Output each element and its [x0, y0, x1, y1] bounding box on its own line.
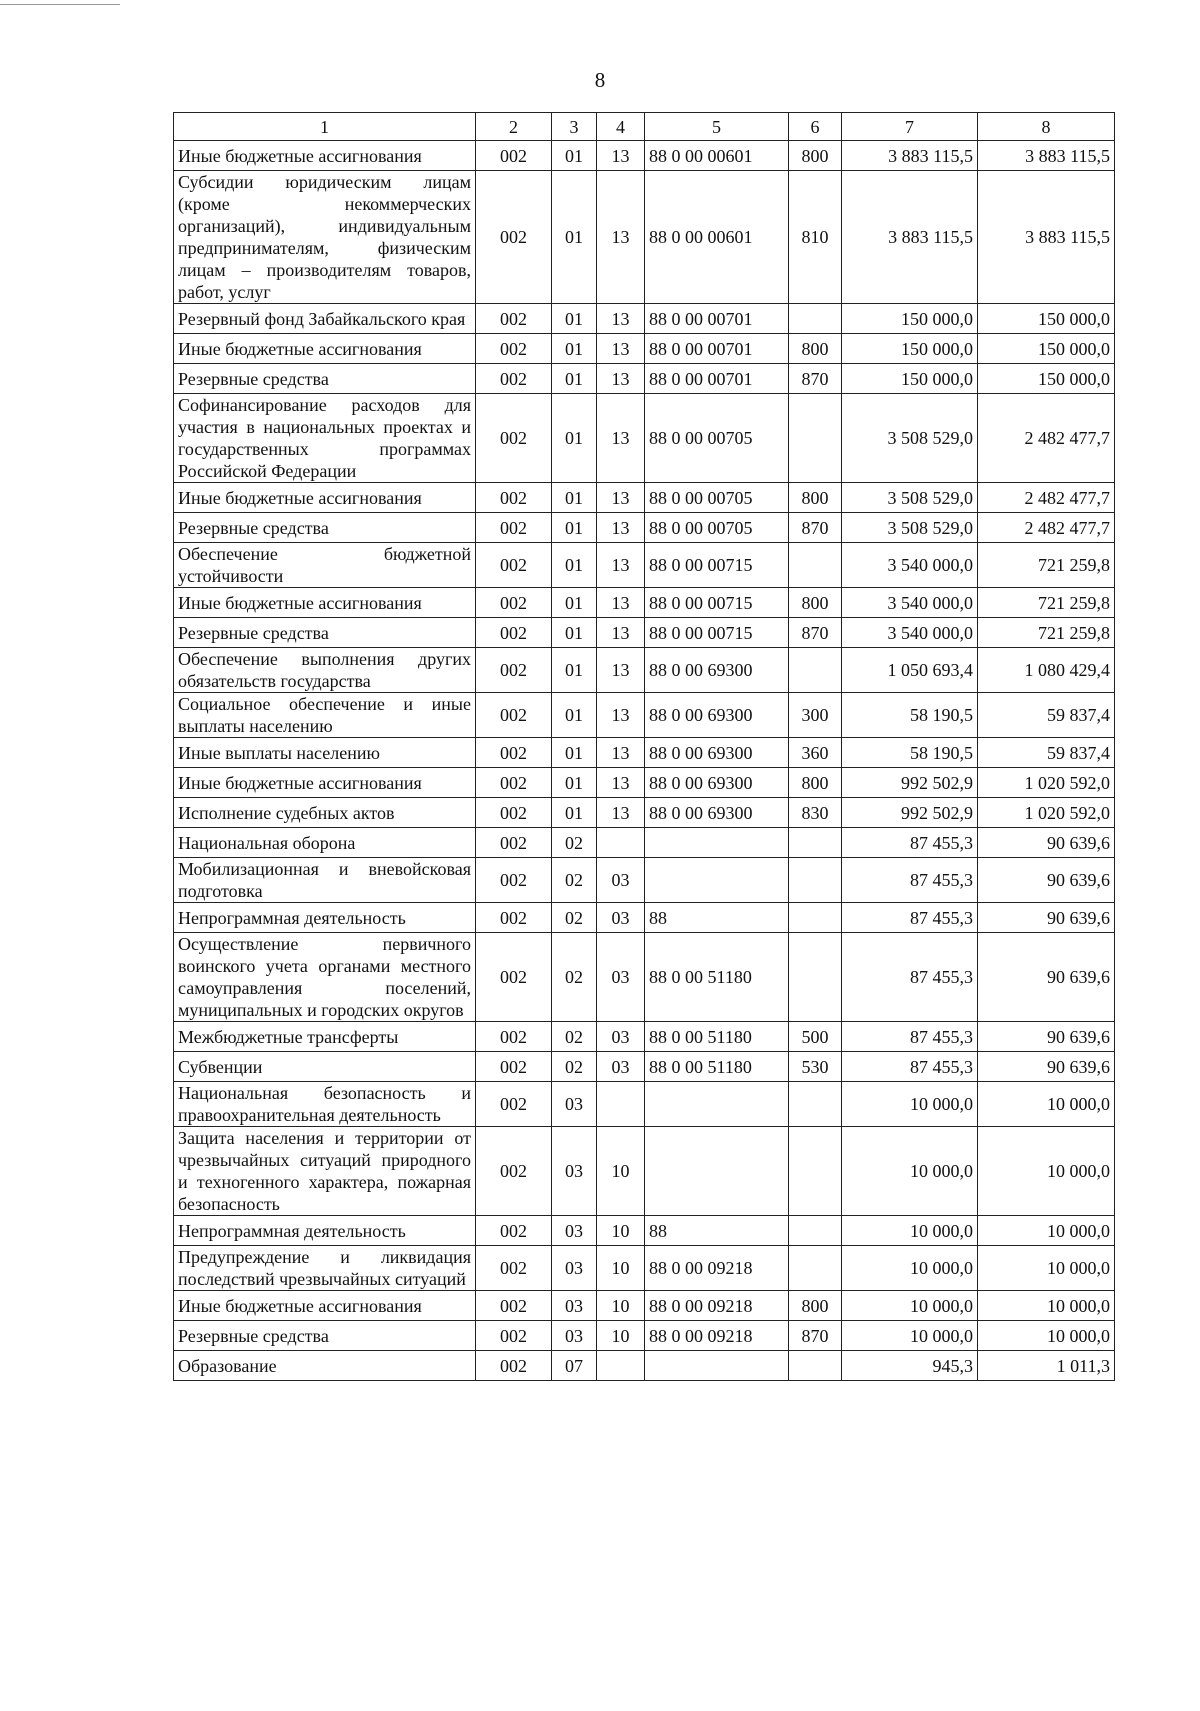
- expense-type-code: 800: [789, 588, 842, 618]
- section-code: 01: [552, 543, 597, 588]
- column-header-3: 3: [552, 113, 597, 141]
- section-code: 01: [552, 648, 597, 693]
- section-code: 01: [552, 364, 597, 394]
- amount-year-2: 90 639,6: [978, 858, 1115, 903]
- table-row: [174, 588, 1115, 618]
- ministry-code: 002: [476, 693, 552, 738]
- row-name: Непрограммная деятельность: [174, 903, 476, 933]
- subsection-code: 13: [597, 171, 645, 304]
- section-code: 03: [552, 1246, 597, 1291]
- expense-type-code: [789, 648, 842, 693]
- row-name: Иные бюджетные ассигнования: [174, 588, 476, 618]
- subsection-code: 03: [597, 933, 645, 1022]
- row-name: Резервные средства: [174, 364, 476, 394]
- amount-year-2: 721 259,8: [978, 618, 1115, 648]
- table-row: [174, 798, 1115, 828]
- row-name: Иные бюджетные ассигнования: [174, 334, 476, 364]
- amount-year-1: 58 190,5: [842, 738, 978, 768]
- target-article-code: 88 0 00 00701: [645, 364, 789, 394]
- page-number: 8: [594, 68, 606, 92]
- section-code: 02: [552, 828, 597, 858]
- subsection-code: 13: [597, 693, 645, 738]
- table-row: [174, 1022, 1115, 1052]
- table-row: [174, 1216, 1115, 1246]
- ministry-code: 002: [476, 828, 552, 858]
- expense-type-code: [789, 1082, 842, 1127]
- section-code: 01: [552, 798, 597, 828]
- amount-year-2: 59 837,4: [978, 738, 1115, 768]
- table-body: [174, 141, 1115, 1381]
- table-row: [174, 304, 1115, 334]
- section-code: 01: [552, 334, 597, 364]
- target-article-code: 88 0 00 00715: [645, 618, 789, 648]
- subsection-code: [597, 1082, 645, 1127]
- section-code: 02: [552, 1022, 597, 1052]
- column-header-1: 1: [174, 113, 476, 141]
- row-name: Национальная безопасность и правоохранительная деятельность: [174, 1082, 476, 1127]
- ministry-code: 002: [476, 543, 552, 588]
- amount-year-2: 150 000,0: [978, 304, 1115, 334]
- expense-type-code: [789, 1216, 842, 1246]
- ministry-code: 002: [476, 858, 552, 903]
- section-code: 02: [552, 933, 597, 1022]
- subsection-code: 03: [597, 1052, 645, 1082]
- amount-year-2: 2 482 477,7: [978, 513, 1115, 543]
- target-article-code: 88 0 00 00601: [645, 141, 789, 171]
- expense-type-code: [789, 858, 842, 903]
- amount-year-1: 10 000,0: [842, 1291, 978, 1321]
- table-row: [174, 933, 1115, 1022]
- subsection-code: 13: [597, 483, 645, 513]
- ministry-code: 002: [476, 141, 552, 171]
- row-name: Непрограммная деятельность: [174, 1216, 476, 1246]
- target-article-code: 88 0 00 09218: [645, 1291, 789, 1321]
- expense-type-code: 360: [789, 738, 842, 768]
- target-article-code: 88 0 00 09218: [645, 1246, 789, 1291]
- expense-type-code: [789, 304, 842, 334]
- table-row: [174, 648, 1115, 693]
- amount-year-1: 1 050 693,4: [842, 648, 978, 693]
- expense-type-code: [789, 933, 842, 1022]
- expense-type-code: 830: [789, 798, 842, 828]
- row-name: Межбюджетные трансферты: [174, 1022, 476, 1052]
- ministry-code: 002: [476, 304, 552, 334]
- amount-year-1: 150 000,0: [842, 364, 978, 394]
- subsection-code: 13: [597, 513, 645, 543]
- table-row: [174, 1082, 1115, 1127]
- section-code: 01: [552, 483, 597, 513]
- row-name: Мобилизационная и вневойсковая подготовка: [174, 858, 476, 903]
- subsection-code: 10: [597, 1127, 645, 1216]
- ministry-code: 002: [476, 1082, 552, 1127]
- expense-type-code: [789, 903, 842, 933]
- target-article-code: 88 0 00 51180: [645, 933, 789, 1022]
- subsection-code: 03: [597, 903, 645, 933]
- amount-year-1: 10 000,0: [842, 1246, 978, 1291]
- amount-year-2: 10 000,0: [978, 1246, 1115, 1291]
- ministry-code: 002: [476, 1127, 552, 1216]
- target-article-code: 88 0 00 51180: [645, 1052, 789, 1082]
- amount-year-1: 10 000,0: [842, 1216, 978, 1246]
- column-header-4: 4: [597, 113, 645, 141]
- table-row: [174, 513, 1115, 543]
- amount-year-1: 3 540 000,0: [842, 543, 978, 588]
- subsection-code: 03: [597, 1022, 645, 1052]
- target-article-code: [645, 828, 789, 858]
- amount-year-1: 945,3: [842, 1351, 978, 1381]
- amount-year-2: 10 000,0: [978, 1321, 1115, 1351]
- row-name: Обеспечение выполнения других обязательств государства: [174, 648, 476, 693]
- ministry-code: 002: [476, 171, 552, 304]
- expense-type-code: 800: [789, 334, 842, 364]
- ministry-code: 002: [476, 1321, 552, 1351]
- expense-type-code: 500: [789, 1022, 842, 1052]
- target-article-code: 88 0 00 69300: [645, 738, 789, 768]
- row-name: Резервные средства: [174, 1321, 476, 1351]
- section-code: 03: [552, 1291, 597, 1321]
- table-row: [174, 903, 1115, 933]
- target-article-code: [645, 1082, 789, 1127]
- row-name: Обеспечение бюджетной устойчивости: [174, 543, 476, 588]
- section-code: 02: [552, 858, 597, 903]
- amount-year-2: 10 000,0: [978, 1127, 1115, 1216]
- ministry-code: 002: [476, 618, 552, 648]
- row-name: Исполнение судебных актов: [174, 798, 476, 828]
- amount-year-1: 3 540 000,0: [842, 588, 978, 618]
- row-name: Иные бюджетные ассигнования: [174, 141, 476, 171]
- amount-year-2: 150 000,0: [978, 334, 1115, 364]
- table-row: [174, 828, 1115, 858]
- ministry-code: 002: [476, 1052, 552, 1082]
- section-code: 02: [552, 1052, 597, 1082]
- table-row: [174, 693, 1115, 738]
- table-row: [174, 768, 1115, 798]
- expense-type-code: 300: [789, 693, 842, 738]
- row-name: Защита населения и территории от чрезвычайных ситуаций природного и техногенного характера, пожарная безопасность: [174, 1127, 476, 1216]
- target-article-code: 88 0 00 00705: [645, 483, 789, 513]
- subsection-code: 13: [597, 798, 645, 828]
- ministry-code: 002: [476, 483, 552, 513]
- ministry-code: 002: [476, 798, 552, 828]
- expense-type-code: 800: [789, 1291, 842, 1321]
- target-article-code: [645, 1127, 789, 1216]
- section-code: 01: [552, 141, 597, 171]
- ministry-code: 002: [476, 1351, 552, 1381]
- amount-year-1: 3 883 115,5: [842, 141, 978, 171]
- row-name: Осуществление первичного воинского учета органами местного самоуправления поселений, муниципальных и городских округов: [174, 933, 476, 1022]
- target-article-code: 88: [645, 1216, 789, 1246]
- target-article-code: 88 0 00 00705: [645, 513, 789, 543]
- scan-edge-line: [0, 4, 120, 5]
- table-row: [174, 394, 1115, 483]
- expense-type-code: 800: [789, 768, 842, 798]
- row-name: Субсидии юридическим лицам (кроме некоммерческих организаций), индивидуальным предпринимателям, физическим лицам – производителям товаров, работ, услуг: [174, 171, 476, 304]
- row-name: Иные бюджетные ассигнования: [174, 768, 476, 798]
- ministry-code: 002: [476, 364, 552, 394]
- ministry-code: 002: [476, 768, 552, 798]
- ministry-code: 002: [476, 513, 552, 543]
- amount-year-2: 90 639,6: [978, 1022, 1115, 1052]
- row-name: Резервные средства: [174, 618, 476, 648]
- amount-year-1: 150 000,0: [842, 304, 978, 334]
- amount-year-2: 90 639,6: [978, 828, 1115, 858]
- expense-type-code: 800: [789, 141, 842, 171]
- amount-year-1: 87 455,3: [842, 903, 978, 933]
- amount-year-1: 87 455,3: [842, 858, 978, 903]
- expense-type-code: 530: [789, 1052, 842, 1082]
- ministry-code: 002: [476, 933, 552, 1022]
- section-code: 01: [552, 304, 597, 334]
- amount-year-1: 3 508 529,0: [842, 483, 978, 513]
- expense-type-code: 870: [789, 618, 842, 648]
- expense-type-code: 870: [789, 513, 842, 543]
- ministry-code: 002: [476, 334, 552, 364]
- table-row: [174, 858, 1115, 903]
- amount-year-1: 87 455,3: [842, 828, 978, 858]
- amount-year-1: 87 455,3: [842, 1022, 978, 1052]
- row-name: Иные выплаты населению: [174, 738, 476, 768]
- subsection-code: 10: [597, 1246, 645, 1291]
- subsection-code: [597, 828, 645, 858]
- subsection-code: 13: [597, 738, 645, 768]
- target-article-code: 88 0 00 69300: [645, 648, 789, 693]
- section-code: 01: [552, 738, 597, 768]
- row-name: Иные бюджетные ассигнования: [174, 483, 476, 513]
- section-code: 03: [552, 1082, 597, 1127]
- target-article-code: 88 0 00 00701: [645, 304, 789, 334]
- expense-type-code: 810: [789, 171, 842, 304]
- amount-year-2: 90 639,6: [978, 1052, 1115, 1082]
- row-name: Субвенции: [174, 1052, 476, 1082]
- section-code: 01: [552, 394, 597, 483]
- section-code: 01: [552, 513, 597, 543]
- column-header-6: 6: [789, 113, 842, 141]
- subsection-code: 13: [597, 768, 645, 798]
- table-row: [174, 1246, 1115, 1291]
- row-name: Софинансирование расходов для участия в национальных проектах и государственных программах Российской Федерации: [174, 394, 476, 483]
- table-row: [174, 364, 1115, 394]
- amount-year-2: 2 482 477,7: [978, 483, 1115, 513]
- subsection-code: 10: [597, 1291, 645, 1321]
- ministry-code: 002: [476, 1246, 552, 1291]
- amount-year-1: 10 000,0: [842, 1127, 978, 1216]
- ministry-code: 002: [476, 1022, 552, 1052]
- subsection-code: 03: [597, 858, 645, 903]
- amount-year-2: 10 000,0: [978, 1291, 1115, 1321]
- column-header-5: 5: [645, 113, 789, 141]
- section-code: 07: [552, 1351, 597, 1381]
- amount-year-2: 90 639,6: [978, 903, 1115, 933]
- section-code: 01: [552, 171, 597, 304]
- row-name: Иные бюджетные ассигнования: [174, 1291, 476, 1321]
- table-row: [174, 1321, 1115, 1351]
- amount-year-2: 1 020 592,0: [978, 768, 1115, 798]
- section-code: 02: [552, 903, 597, 933]
- amount-year-2: 721 259,8: [978, 543, 1115, 588]
- target-article-code: 88 0 00 69300: [645, 693, 789, 738]
- target-article-code: 88: [645, 903, 789, 933]
- section-code: 03: [552, 1127, 597, 1216]
- table-row: [174, 141, 1115, 171]
- subsection-code: 13: [597, 394, 645, 483]
- table-row: [174, 334, 1115, 364]
- amount-year-2: 1 020 592,0: [978, 798, 1115, 828]
- amount-year-2: 3 883 115,5: [978, 141, 1115, 171]
- amount-year-2: 10 000,0: [978, 1082, 1115, 1127]
- ministry-code: 002: [476, 394, 552, 483]
- section-code: 03: [552, 1216, 597, 1246]
- target-article-code: 88 0 00 00701: [645, 334, 789, 364]
- expense-type-code: 800: [789, 483, 842, 513]
- subsection-code: 13: [597, 648, 645, 693]
- target-article-code: [645, 858, 789, 903]
- subsection-code: 10: [597, 1321, 645, 1351]
- table-row: [174, 738, 1115, 768]
- amount-year-2: 150 000,0: [978, 364, 1115, 394]
- expense-type-code: 870: [789, 364, 842, 394]
- amount-year-2: 1 011,3: [978, 1351, 1115, 1381]
- column-header-2: 2: [476, 113, 552, 141]
- subsection-code: [597, 1351, 645, 1381]
- row-name: Образование: [174, 1351, 476, 1381]
- ministry-code: 002: [476, 648, 552, 693]
- target-article-code: [645, 1351, 789, 1381]
- table-row: [174, 1127, 1115, 1216]
- amount-year-1: 87 455,3: [842, 1052, 978, 1082]
- row-name: Национальная оборона: [174, 828, 476, 858]
- subsection-code: 13: [597, 304, 645, 334]
- amount-year-1: 992 502,9: [842, 768, 978, 798]
- target-article-code: 88 0 00 00715: [645, 543, 789, 588]
- subsection-code: 13: [597, 364, 645, 394]
- amount-year-1: 150 000,0: [842, 334, 978, 364]
- section-code: 03: [552, 1321, 597, 1351]
- amount-year-2: 721 259,8: [978, 588, 1115, 618]
- target-article-code: 88 0 00 69300: [645, 768, 789, 798]
- amount-year-1: 87 455,3: [842, 933, 978, 1022]
- amount-year-2: 59 837,4: [978, 693, 1115, 738]
- table-row: [174, 1351, 1115, 1381]
- row-name: Социальное обеспечение и иные выплаты населению: [174, 693, 476, 738]
- subsection-code: 13: [597, 618, 645, 648]
- expense-type-code: 870: [789, 1321, 842, 1351]
- amount-year-2: 10 000,0: [978, 1216, 1115, 1246]
- target-article-code: 88 0 00 00601: [645, 171, 789, 304]
- table-row: [174, 1052, 1115, 1082]
- ministry-code: 002: [476, 588, 552, 618]
- row-name: Резервный фонд Забайкальского края: [174, 304, 476, 334]
- amount-year-1: 992 502,9: [842, 798, 978, 828]
- expense-type-code: [789, 1351, 842, 1381]
- section-code: 01: [552, 693, 597, 738]
- amount-year-1: 3 508 529,0: [842, 394, 978, 483]
- amount-year-1: 3 508 529,0: [842, 513, 978, 543]
- target-article-code: 88 0 00 51180: [645, 1022, 789, 1052]
- subsection-code: 13: [597, 141, 645, 171]
- column-header-8: 8: [978, 113, 1115, 141]
- subsection-code: 13: [597, 588, 645, 618]
- ministry-code: 002: [476, 1216, 552, 1246]
- expense-type-code: [789, 543, 842, 588]
- budget-table: [173, 112, 1115, 1381]
- row-name: Предупреждение и ликвидация последствий чрезвычайных ситуаций: [174, 1246, 476, 1291]
- amount-year-1: 10 000,0: [842, 1082, 978, 1127]
- section-code: 01: [552, 618, 597, 648]
- amount-year-1: 58 190,5: [842, 693, 978, 738]
- subsection-code: 10: [597, 1216, 645, 1246]
- table-row: [174, 1291, 1115, 1321]
- section-code: 01: [552, 768, 597, 798]
- amount-year-2: 3 883 115,5: [978, 171, 1115, 304]
- amount-year-2: 1 080 429,4: [978, 648, 1115, 693]
- expense-type-code: [789, 1246, 842, 1291]
- table-row: [174, 543, 1115, 588]
- ministry-code: 002: [476, 1291, 552, 1321]
- ministry-code: 002: [476, 738, 552, 768]
- target-article-code: 88 0 00 09218: [645, 1321, 789, 1351]
- column-header-7: 7: [842, 113, 978, 141]
- expense-type-code: [789, 1127, 842, 1216]
- subsection-code: 13: [597, 334, 645, 364]
- subsection-code: 13: [597, 543, 645, 588]
- amount-year-1: 10 000,0: [842, 1321, 978, 1351]
- expense-type-code: [789, 828, 842, 858]
- table-row: [174, 483, 1115, 513]
- table-row: [174, 171, 1115, 304]
- row-name: Резервные средства: [174, 513, 476, 543]
- section-code: 01: [552, 588, 597, 618]
- ministry-code: 002: [476, 903, 552, 933]
- table-row: [174, 618, 1115, 648]
- amount-year-1: 3 540 000,0: [842, 618, 978, 648]
- amount-year-1: 3 883 115,5: [842, 171, 978, 304]
- amount-year-2: 90 639,6: [978, 933, 1115, 1022]
- target-article-code: 88 0 00 00715: [645, 588, 789, 618]
- target-article-code: 88 0 00 69300: [645, 798, 789, 828]
- target-article-code: 88 0 00 00705: [645, 394, 789, 483]
- column-number-row: [174, 113, 1115, 141]
- amount-year-2: 2 482 477,7: [978, 394, 1115, 483]
- expense-type-code: [789, 394, 842, 483]
